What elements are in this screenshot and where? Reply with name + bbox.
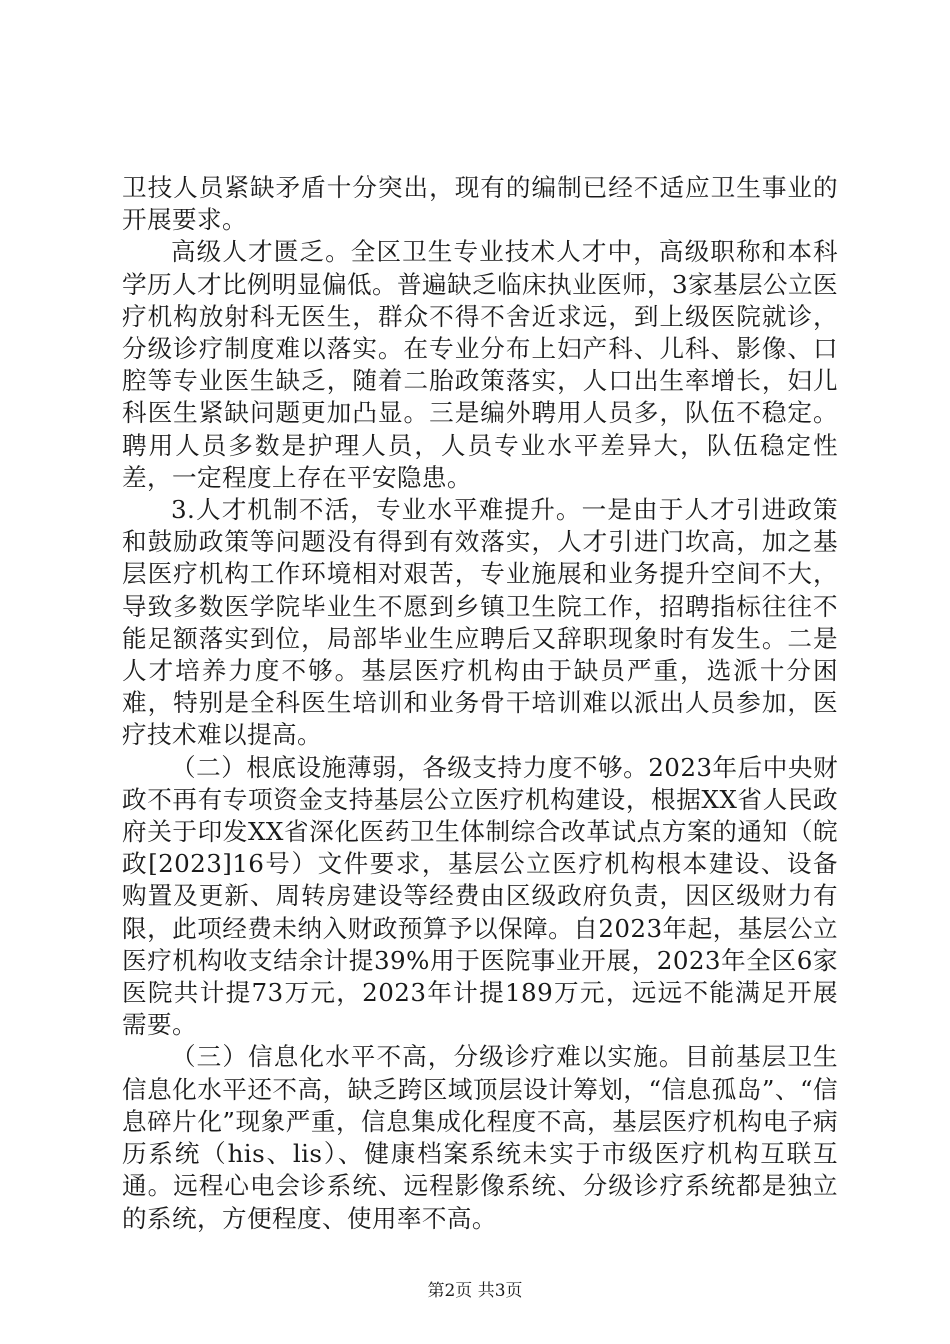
paragraph-senior-talent: 高级人才匮乏。全区卫生专业技术人才中，高级职称和本科学历人才比例明显偏低。普遍缺乏临床执业医师，3家基层公立医疗机构放射科无医生，群众不得不舍近求远，到上级医院就诊，分级诊疗制度难以落实。在专业分布上妇产科、儿科、影像、口腔等专业医生缺乏，随着二胎政策落实，人口出生率增长，妇儿科医生紧缺问题更加凸显。三是编外聘用人员多，队伍不稳定。聘用人员多数是护理人员，人员专业水平差异大，队伍稳定性差，一定程度上存在平安隐患。	[122, 237, 838, 492]
paragraph-infrastructure: （二）根底设施薄弱，各级支持力度不够。2023年后中央财政不再有专项资金支持基层公立医疗机构建设，根据XX省人民政府关于印发XX省深化医药卫生体制综合改革试点方案的通知（皖政[2023]16号）文件要求，基层公立医疗机构根本建设、设备购置及更新、周转房建设等经费由区级政府负责，因区级财力有限，此项经费未纳入财政预算予以保障。自2023年起，基层公立医疗机构收支结余计提39%用于医院事业开展，2023年全区6家医院共计提73万元，2023年计提189万元，远远不能满足开展需要。	[122, 752, 838, 1040]
paragraph-continuation: 卫技人员紧缺矛盾十分突出，现有的编制已经不适应卫生事业的开展要求。	[122, 173, 838, 235]
paragraph-talent-mechanism: 3.人才机制不活，专业水平难提升。一是由于人才引进政策和鼓励政策等问题没有得到有效落实，人才引进门坎高，加之基层医疗机构工作环境相对艰苦，专业施展和业务提升空间不大，导致多数医学院毕业生不愿到乡镇卫生院工作，招聘指标往往不能足额落实到位，局部毕业生应聘后又辞职现象时有发生。二是人才培养力度不够。基层医疗机构由于缺员严重，选派十分困难，特别是全科医生培训和业务骨干培训难以派出人员参加，医疗技术难以提高。	[122, 495, 838, 750]
page-number-footer: 第2页 共3页	[427, 1281, 523, 1301]
paragraph-informatization: （三）信息化水平不高，分级诊疗难以实施。目前基层卫生信息化水平还不高，缺乏跨区域顶层设计筹划，“信息孤岛”、“信息碎片化”现象严重，信息集成化程度不高，基层医疗机构电子病历系统（his、lis）、健康档案系统未实于市级医疗机构互联互通。远程心电会诊系统、远程影像系统、分级诊疗系统都是独立的系统，方便程度、使用率不高。	[122, 1042, 838, 1233]
document-body	[122, 172, 838, 1235]
